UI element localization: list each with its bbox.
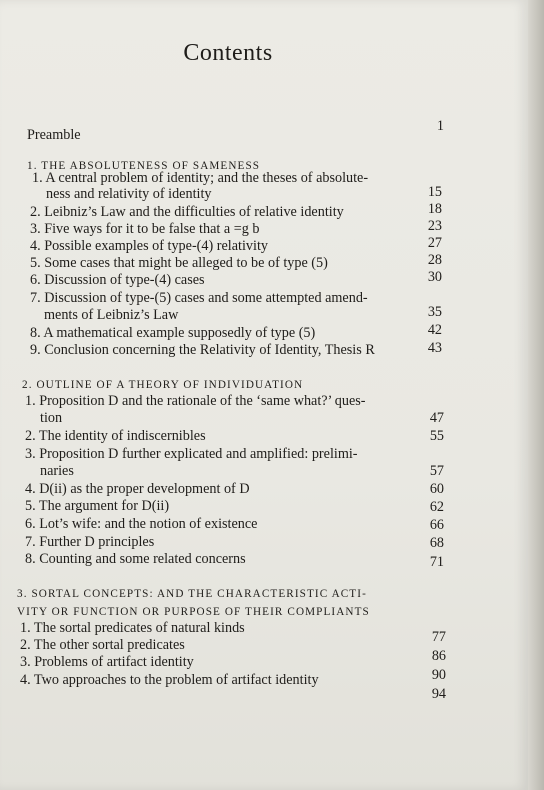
toc-page-1-9: 43 [427,340,442,356]
toc-entry-2-1-line-1: 1. Proposition D and the rationale of the ‘same what?’ ques- [25,393,366,409]
toc-entry-2-1-line-2: tion [40,410,63,426]
toc-entry-2-8: 8. Counting and some related concerns [25,551,246,567]
preamble-label: Preamble [27,127,81,143]
toc-entry-1-5: 5. Some cases that might be alleged to be of type (5) [30,255,328,271]
toc-page-1-4: 27 [427,235,442,251]
toc-page-2-1: 47 [429,410,444,426]
toc-page-1-1: 15 [427,184,442,200]
chapter-3-heading-line-2: VITY OR FUNCTION OR PURPOSE OF THEIR COMPLIANTS [17,606,370,618]
toc-entry-2-3-line-2: naries [40,463,74,479]
toc-page-2-3: 57 [429,463,444,479]
toc-entry-1-3: 3. Five ways for it to be false that a =g b [30,221,260,237]
toc-page-1-5: 28 [427,252,442,268]
toc-entry-1-1-line-2: ness and relativity of identity [46,186,212,202]
toc-entry-2-5: 5. The argument for D(ii) [25,498,170,514]
chapter-1-heading: 1. THE ABSOLUTENESS OF SAMENESS [27,160,261,172]
toc-entry-1-6: 6. Discussion of type-(4) cases [30,272,205,288]
toc-entry-1-8: 8. A mathematical example supposedly of type (5) [30,325,316,341]
toc-page-3-4: 94 [431,686,446,702]
toc-entry-1-7-line-1: 7. Discussion of type-(5) cases and some attempted amend- [30,290,368,306]
toc-entry-1-2: 2. Leibniz’s Law and the difficulties of relative identity [30,204,344,220]
toc-page-2-6: 66 [429,517,444,533]
toc-page-2-8: 71 [429,554,444,570]
toc-entry-1-9: 9. Conclusion concerning the Relativity of Identity, Thesis R [30,342,375,358]
toc-entry-3-3: 3. Problems of artifact identity [20,654,194,670]
toc-entry-2-2: 2. The identity of indiscernibles [25,428,206,444]
toc-page-2-5: 62 [429,499,444,515]
toc-page-3-2: 86 [431,648,446,664]
page-edge [528,0,544,790]
toc-entry-1-4: 4. Possible examples of type-(4) relativity [30,238,268,254]
preamble-page: 1 [436,118,444,134]
toc-page-3-1: 77 [431,629,446,645]
toc-entry-2-3-line-1: 3. Proposition D further explicated and amplified: prelimi- [25,446,358,462]
toc-page-1-7: 35 [427,304,442,320]
toc-page-2-7: 68 [429,535,444,551]
toc-page-1-2: 18 [427,201,442,217]
toc-page-2-4: 60 [429,481,444,497]
page-title: Contents [183,40,273,66]
toc-page-1-3: 23 [427,218,442,234]
toc-entry-1-7-line-2: ments of Leibniz’s Law [44,307,179,323]
toc-page-1-8: 42 [427,322,442,338]
toc-entry-3-1: 1. The sortal predicates of natural kinds [20,620,245,636]
chapter-3-heading-line-1: 3. SORTAL CONCEPTS: AND THE CHARACTERISTIC ACTI- [17,588,367,600]
toc-entry-3-2: 2. The other sortal predicates [20,637,185,653]
toc-page-3-3: 90 [431,667,446,683]
toc-entry-2-7: 7. Further D principles [25,534,155,550]
chapter-2-heading: 2. OUTLINE OF A THEORY OF INDIVIDUATION [22,379,304,391]
toc-page-2-2: 55 [429,428,444,444]
toc-entry-2-6: 6. Lot’s wife: and the notion of existence [25,516,258,532]
toc-entry-1-1-line-1: 1. A central problem of identity; and the theses of absolute- [32,170,369,186]
toc-page-1-6: 30 [427,269,442,285]
toc-entry-2-4: 4. D(ii) as the proper development of D [25,481,250,497]
toc-entry-3-4: 4. Two approaches to the problem of artifact identity [20,672,319,688]
